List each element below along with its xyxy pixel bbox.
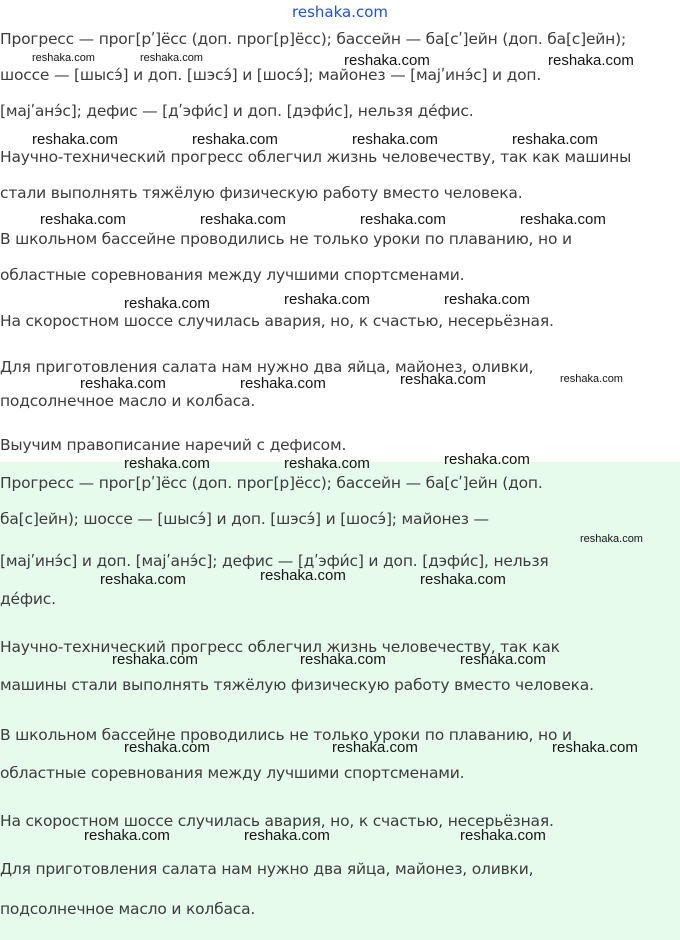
watermark: reshaka.com (444, 291, 530, 308)
watermark: reshaka.com (284, 455, 370, 472)
answer-line: Прогресс — прог[рʹ]ёсс (доп. прог[р]ёсс); бассейн — ба[сʹ]ейн (доп. (0, 474, 543, 492)
answer-line: машины стали выполнять тяжёлую физическую работу вместо человека. (0, 676, 594, 694)
task-line: подсолнечное масло и колбаса. (0, 392, 256, 410)
watermark: reshaka.com (84, 827, 170, 844)
task-text-block (0, 24, 680, 462)
task-line: областные соревнования между лучшими спортсменами. (0, 266, 465, 284)
watermark: reshaka.com (512, 131, 598, 148)
task-line: стали выполнять тяжёлую физическую работу вместо человека. (0, 184, 523, 202)
task-line: шоссе — [шысэ́] и доп. [шэсэ́] и [шосэ́]; майонез — [маjʹинэ́с] и доп. (0, 66, 542, 84)
watermark: reshaka.com (460, 651, 546, 668)
watermark: reshaka.com (200, 211, 286, 228)
watermark: reshaka.com (520, 211, 606, 228)
watermark: reshaka.com (32, 131, 118, 148)
watermark: reshaka.com (300, 651, 386, 668)
task-line: Научно-технический прогресс облегчил жизнь человечеству, так как машины (0, 148, 632, 166)
answer-line: Для приготовления салата нам нужно два яйца, майонез, оливки, (0, 860, 534, 878)
watermark: reshaka.com (352, 131, 438, 148)
watermark: reshaka.com (140, 52, 203, 64)
task-line: В школьном бассейне проводились не только уроки по плаванию, но и (0, 230, 572, 248)
answer-text-block (0, 462, 680, 940)
task-line: Прогресс — прог[рʹ]ёсс (доп. прог[р]ёсс); бассейн — ба[сʹ]ейн (доп. ба[с]ейн); (0, 30, 626, 48)
watermark: reshaka.com (100, 571, 186, 588)
site-header-link[interactable]: reshaka.com (292, 3, 388, 21)
watermark: reshaka.com (80, 375, 166, 392)
watermark: reshaka.com (344, 52, 430, 69)
task-line: Для приготовления салата нам нужно два яйца, майонез, оливки, (0, 358, 534, 376)
watermark: reshaka.com (460, 827, 546, 844)
watermark: reshaka.com (284, 291, 370, 308)
watermark: reshaka.com (400, 371, 486, 388)
watermark: reshaka.com (580, 533, 643, 545)
task-line: На скоростном шоссе случилась авария, но, к счастью, несерьёзная. (0, 312, 554, 330)
answer-line: Научно-технический прогресс облегчил жизнь человечеству, так как (0, 638, 560, 656)
watermark: reshaka.com (192, 131, 278, 148)
answer-line: подсолнечное масло и колбаса. (0, 900, 256, 918)
watermark: reshaka.com (40, 211, 126, 228)
watermark: reshaka.com (548, 52, 634, 69)
watermark: reshaka.com (244, 827, 330, 844)
watermark: reshaka.com (32, 52, 95, 64)
watermark: reshaka.com (124, 295, 210, 312)
watermark: reshaka.com (240, 375, 326, 392)
answer-line: На скоростном шоссе случилась авария, но, к счастью, несерьёзная. (0, 812, 554, 830)
watermark: reshaka.com (112, 651, 198, 668)
watermark: reshaka.com (124, 739, 210, 756)
task-line: Выучим правописание наречий с дефисом. (0, 436, 347, 454)
answer-line: В школьном бассейне проводились не только уроки по плаванию, но и (0, 726, 572, 744)
watermark: reshaka.com (444, 451, 530, 468)
watermark: reshaka.com (260, 567, 346, 584)
answer-line: ба[с]ейн); шоссе — [шысэ́] и доп. [шэсэ́] и [шосэ́]; майонез — (0, 510, 489, 528)
answer-line: областные соревнования между лучшими спортсменами. (0, 764, 465, 782)
watermark: reshaka.com (420, 571, 506, 588)
watermark: reshaka.com (552, 739, 638, 756)
watermark: reshaka.com (124, 455, 210, 472)
watermark: reshaka.com (560, 373, 623, 385)
answer-line: [маjʹинэ́с] и доп. [маjʹанэ́с]; дефис — [дʹэфи́с] и доп. [дэфи́с], нельзя (0, 552, 549, 570)
task-line: [маjʹанэ́с]; дефис — [дʹэфи́с] и доп. [дэфи́с], нельзя де́фис. (0, 102, 474, 120)
watermark: reshaka.com (332, 739, 418, 756)
answer-line: де́фис. (0, 590, 56, 608)
watermark: reshaka.com (360, 211, 446, 228)
